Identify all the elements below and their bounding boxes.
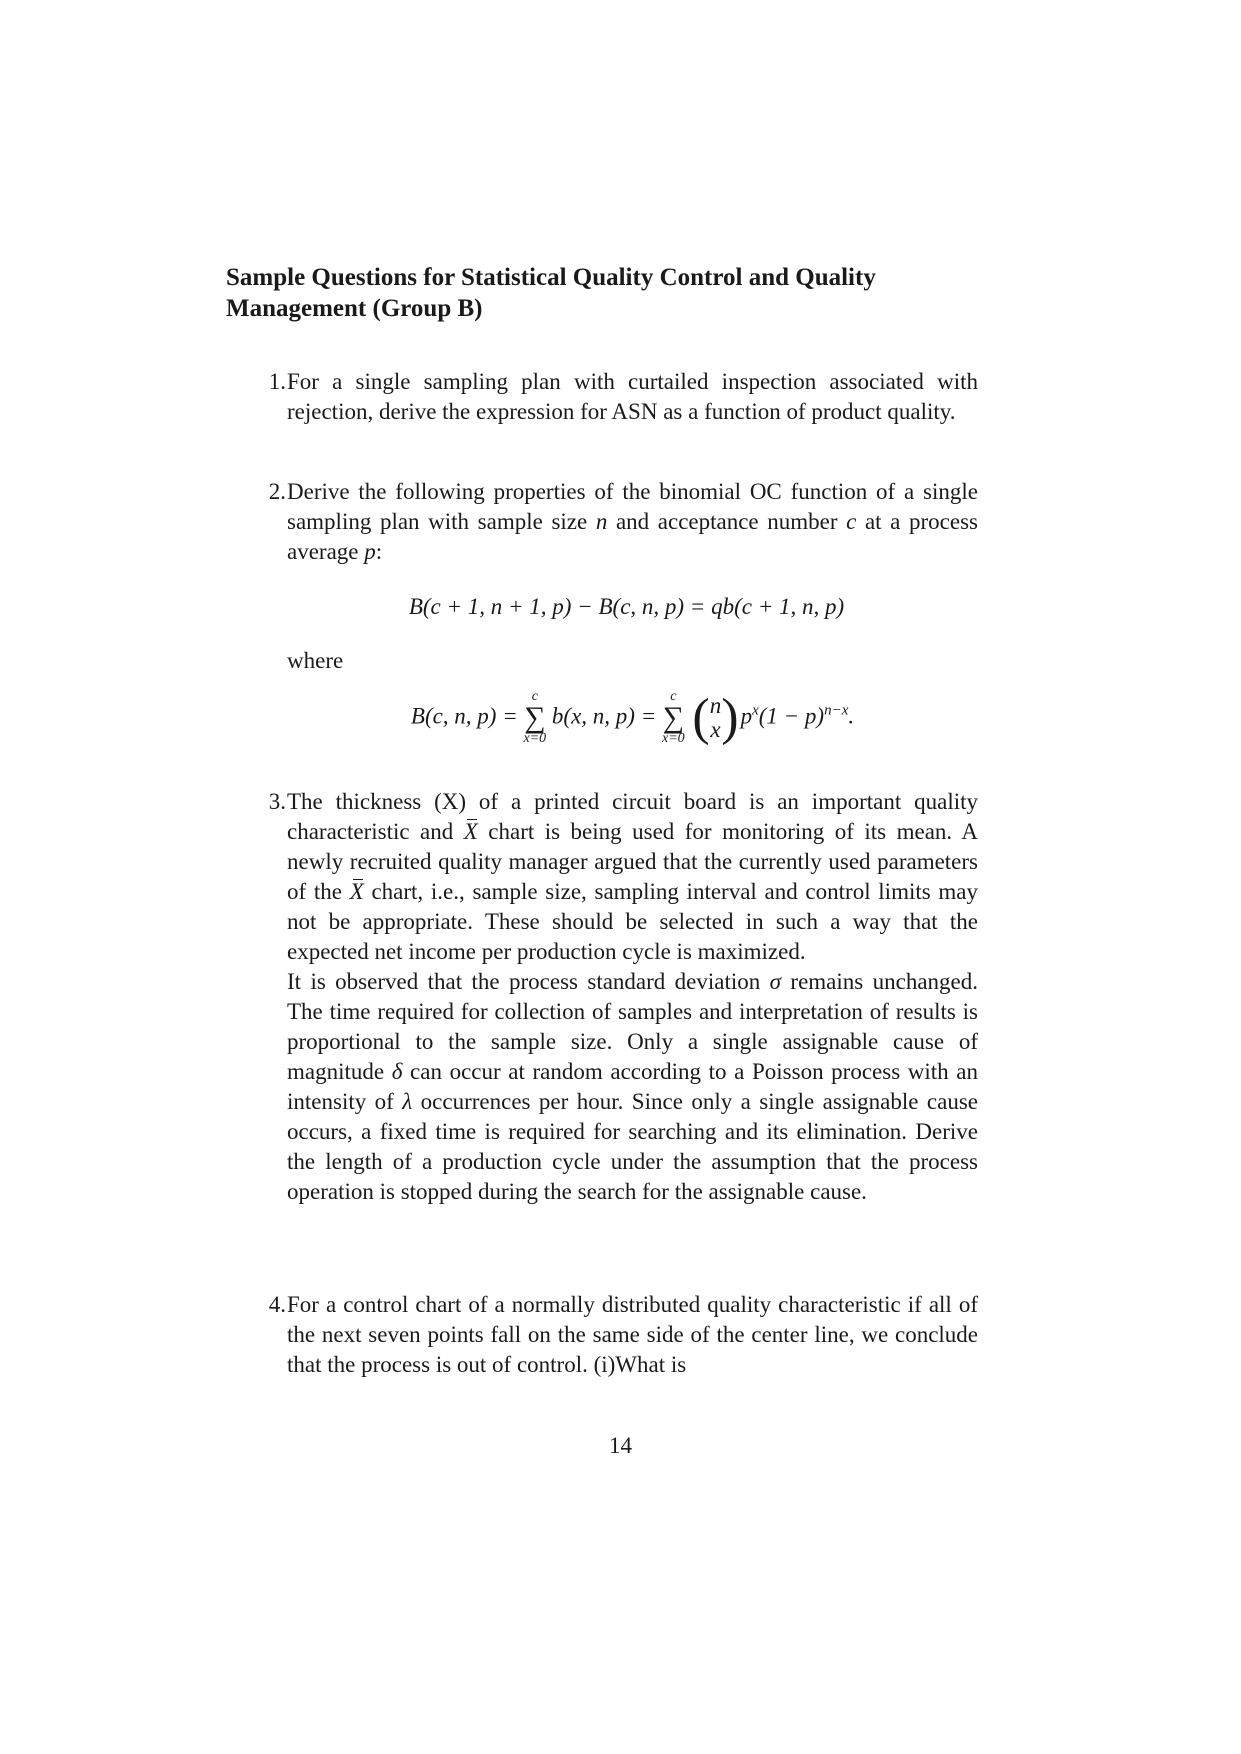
question-paragraph-2: It is observed that the process standard deviation σ remains unchanged. The time required for collection of samples and interpretation of results is proportional to the sample size. Only a single assignable cause of magnitude δ can occur at random according to a Poisson process with an intensity of λ occurrences per hour. Since only a single assignable cause occurs, a fixed time is required for searching and its elimination. Derive the length of a production cycle under the assumption that the process operation is stopped during the search for the assignable cause. bbox=[287, 969, 978, 1204]
question-1 bbox=[256, 367, 978, 427]
question-number: 4. bbox=[268, 1292, 286, 1317]
question-number: 2. bbox=[268, 479, 286, 504]
question-3 bbox=[256, 787, 978, 1207]
question-text: For a single sampling plan with curtailed inspection associated with rejection, derive the expression for ASN as a function of product quality. bbox=[287, 369, 978, 424]
question-2 bbox=[256, 477, 978, 567]
page-title: Sample Questions for Statistical Quality Control and Quality Management (Group B) bbox=[226, 264, 876, 322]
question-4 bbox=[256, 1290, 978, 1380]
summation: c ∑ x=0 bbox=[523, 689, 547, 746]
equation-oc-definition: B(c, n, p) = c ∑ x=0 b(x, n, p) = c ∑ x=0 (n $x)p^x(1 - p)^{n-x}$. bbox=[410, 689, 855, 746]
equation-oc-recurrence: B(c + 1, n + 1, p) − B(c, n, p) = qb(c + 1, n, p) bbox=[408, 594, 845, 619]
binomial-coefficient: (n x) bbox=[692, 689, 739, 746]
question-paragraph-1: The thickness (X) of a printed circuit board is an important quality characteristic and X chart is being used for monitoring of its mean. A newly recruited quality manager argued that the currently used parameters of the X chart, i.e., sample size, sampling interval and control limits may not be appropriate. These should be selected in such a way that the expected net income per production cycle is maximized. bbox=[287, 789, 978, 964]
question-number: 1. bbox=[268, 369, 286, 394]
question-text: Derive the following properties of the binomial OC function of a single sampling plan with sample size n and acceptance number c at a process average p: bbox=[287, 479, 978, 564]
question-number: 3. bbox=[268, 789, 286, 814]
question-text: For a control chart of a normally distributed quality characteristic if all of the next seven points fall on the same side of the center line, we conclude that the process is out of control. (i)What is bbox=[287, 1292, 978, 1377]
page-number: 14 bbox=[609, 1433, 632, 1458]
where-label: where bbox=[287, 648, 344, 673]
summation: c ∑ x=0 bbox=[661, 689, 685, 746]
